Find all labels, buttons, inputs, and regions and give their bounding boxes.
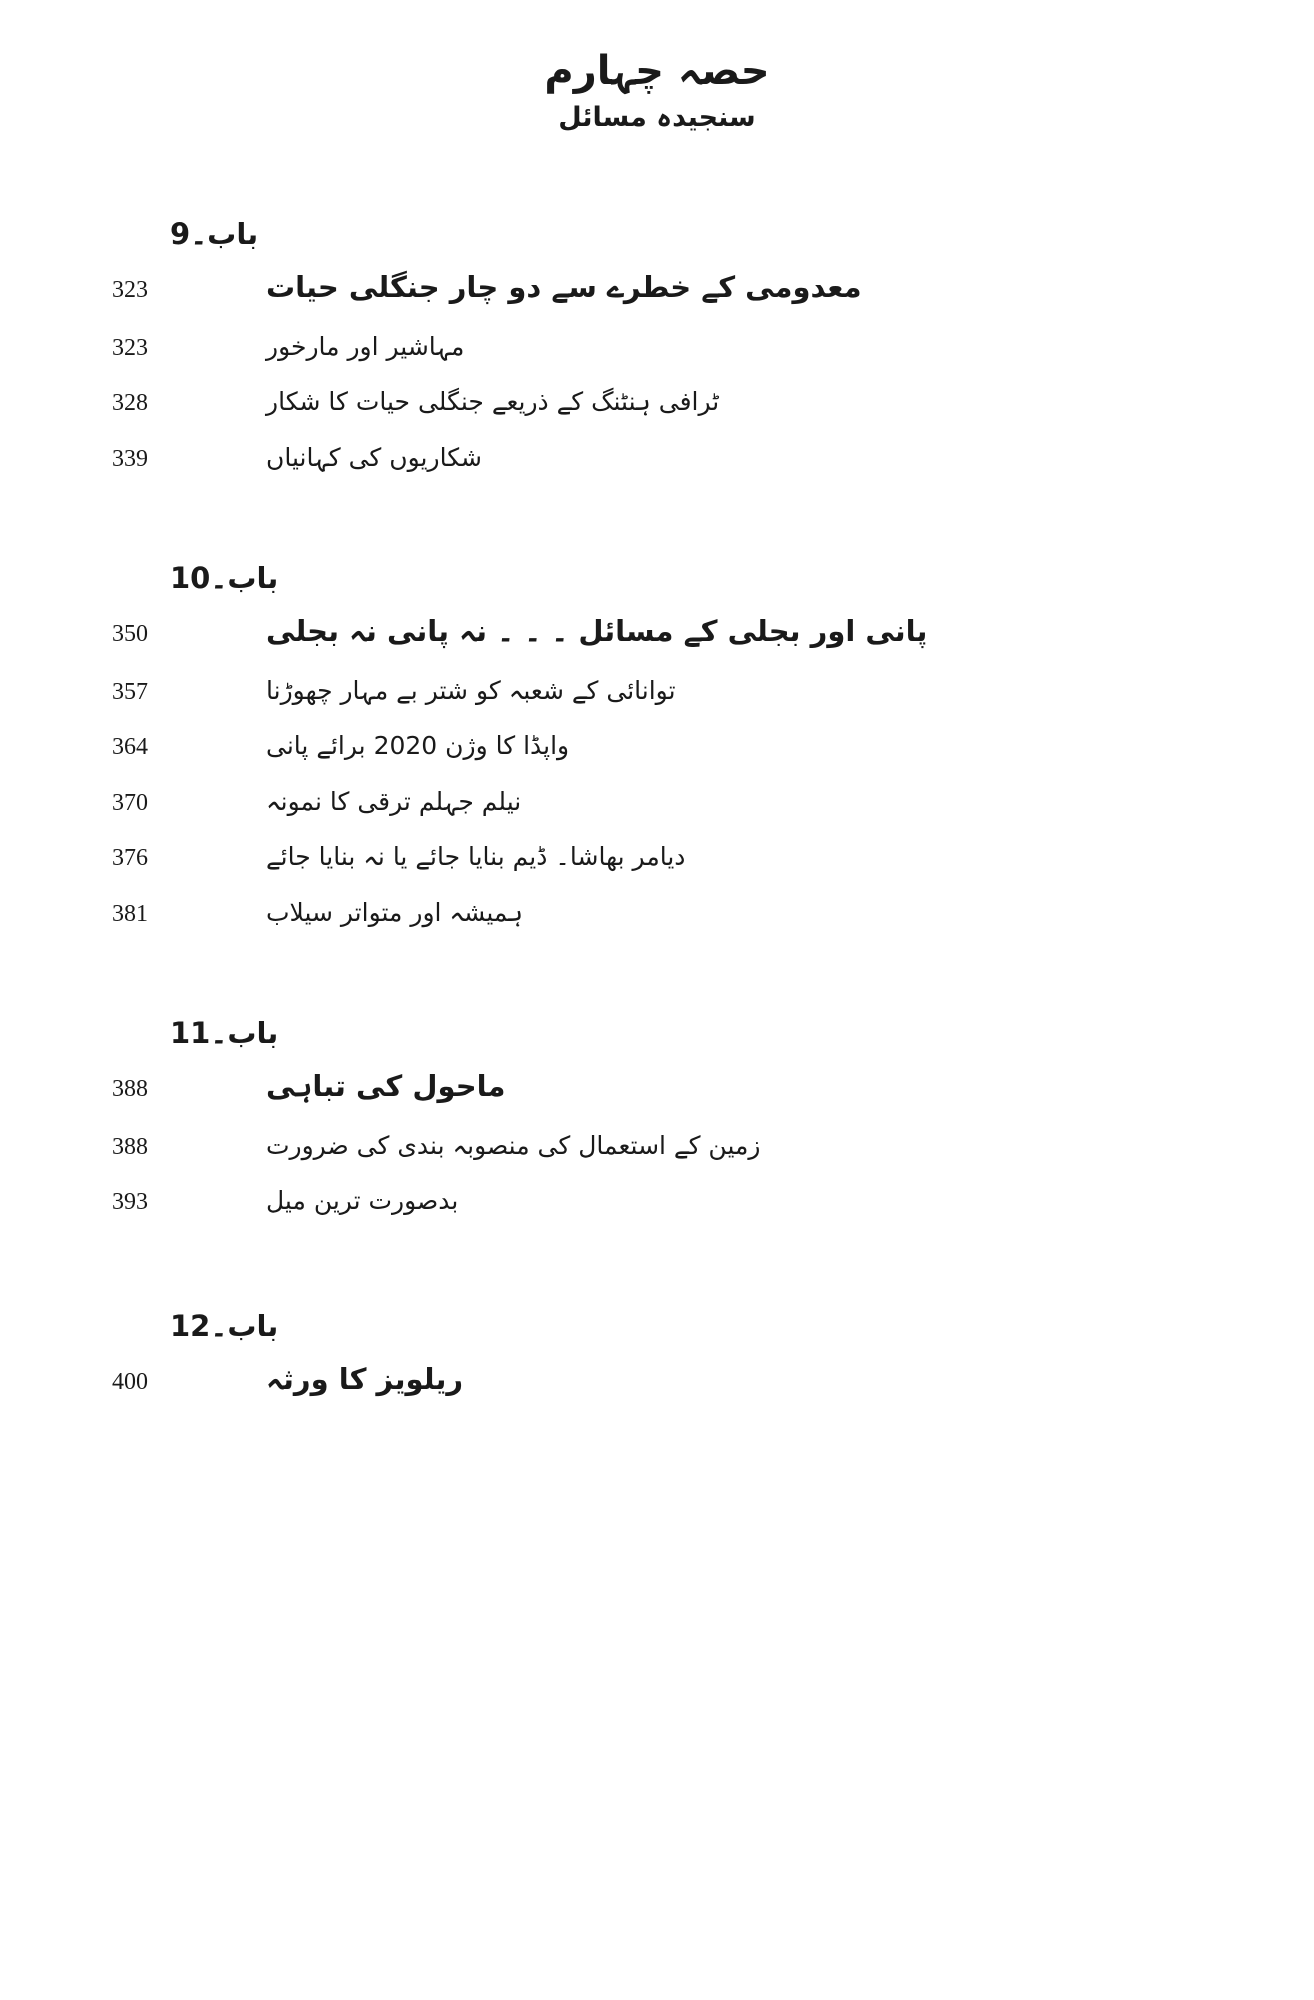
chapter-block bbox=[52, 217, 1272, 485]
toc-entry-title: ہمیشہ اور متواتر سیلاب bbox=[266, 897, 524, 927]
part-title: حصہ چہارم bbox=[544, 48, 770, 94]
toc-entry[interactable] bbox=[52, 1173, 1272, 1229]
toc-entry-title: ریلویز کا ورثہ bbox=[266, 1361, 464, 1396]
chapter-heading: باب۔11 bbox=[170, 1016, 279, 1051]
toc-entry-page: 388 bbox=[112, 1133, 148, 1160]
toc-entry[interactable] bbox=[52, 718, 1272, 774]
toc-entry[interactable] bbox=[52, 319, 1272, 375]
toc-entry-title: معدومی کے خطرے سے دو چار جنگلی حیات bbox=[266, 270, 862, 305]
chapter-block bbox=[52, 1309, 1272, 1411]
chapter-heading: باب۔12 bbox=[170, 1308, 279, 1343]
toc-entry[interactable] bbox=[52, 1118, 1272, 1174]
toc-entry[interactable] bbox=[52, 430, 1272, 486]
toc-entry-title: نیلم جہلم ترقی کا نمونہ bbox=[266, 786, 522, 816]
toc-entry[interactable] bbox=[52, 663, 1272, 719]
toc-entry[interactable] bbox=[52, 374, 1272, 430]
toc-entry-page: 357 bbox=[112, 678, 148, 705]
toc-entry-title: شکاریوں کی کہانیاں bbox=[266, 442, 482, 472]
document-header bbox=[0, 48, 1314, 135]
table-of-contents bbox=[0, 217, 1314, 1410]
toc-entry-page: 393 bbox=[112, 1189, 148, 1216]
toc-entry-title: واپڈا کا وژن 2020 برائے پانی bbox=[266, 731, 570, 761]
toc-entry[interactable] bbox=[52, 257, 1272, 319]
toc-entry-title: توانائی کے شعبہ کو شتر بے مہار چھوڑنا bbox=[266, 675, 676, 705]
toc-entry-page: 339 bbox=[112, 445, 148, 472]
toc-entry-title: دیامر بھاشا۔ ڈیم بنایا جائے یا نہ بنایا جائے bbox=[266, 842, 686, 872]
toc-entry-title: مہاشیر اور مارخور bbox=[266, 331, 465, 361]
toc-entry-page: 388 bbox=[112, 1076, 148, 1103]
toc-entry-title: ٹرافی ہنٹنگ کے ذریعے جنگلی حیات کا شکار bbox=[266, 387, 720, 417]
toc-entry-page: 370 bbox=[112, 789, 148, 816]
toc-entry-page: 364 bbox=[112, 734, 148, 761]
toc-entry-page: 350 bbox=[112, 621, 148, 648]
chapter-heading: باب۔9 bbox=[170, 217, 259, 252]
toc-entry[interactable] bbox=[52, 829, 1272, 885]
toc-entry-page: 323 bbox=[112, 277, 148, 304]
toc-entry-page: 328 bbox=[112, 390, 148, 417]
toc-entry-title: پانی اور بجلی کے مسائل ۔ ۔ ۔ نہ پانی نہ بجلی bbox=[266, 614, 928, 649]
toc-entry-page: 400 bbox=[112, 1368, 148, 1395]
toc-entry[interactable] bbox=[52, 774, 1272, 830]
toc-entry[interactable] bbox=[52, 601, 1272, 663]
toc-entry-page: 381 bbox=[112, 900, 148, 927]
toc-entry-title: ماحول کی تباہی bbox=[266, 1069, 506, 1104]
toc-entry[interactable] bbox=[52, 1349, 1272, 1411]
toc-entry-page: 323 bbox=[112, 334, 148, 361]
toc-entry-title: بدصورت ترین میل bbox=[266, 1186, 459, 1216]
toc-entry-page: 376 bbox=[112, 845, 148, 872]
toc-entry-title: زمین کے استعمال کی منصوبہ بندی کی ضرورت bbox=[266, 1130, 761, 1160]
toc-entry[interactable] bbox=[52, 885, 1272, 941]
chapter-block bbox=[52, 561, 1272, 940]
chapter-block bbox=[52, 1016, 1272, 1229]
part-subtitle: سنجیدہ مسائل bbox=[558, 102, 756, 133]
toc-entry[interactable] bbox=[52, 1056, 1272, 1118]
chapter-heading: باب۔10 bbox=[170, 561, 279, 596]
